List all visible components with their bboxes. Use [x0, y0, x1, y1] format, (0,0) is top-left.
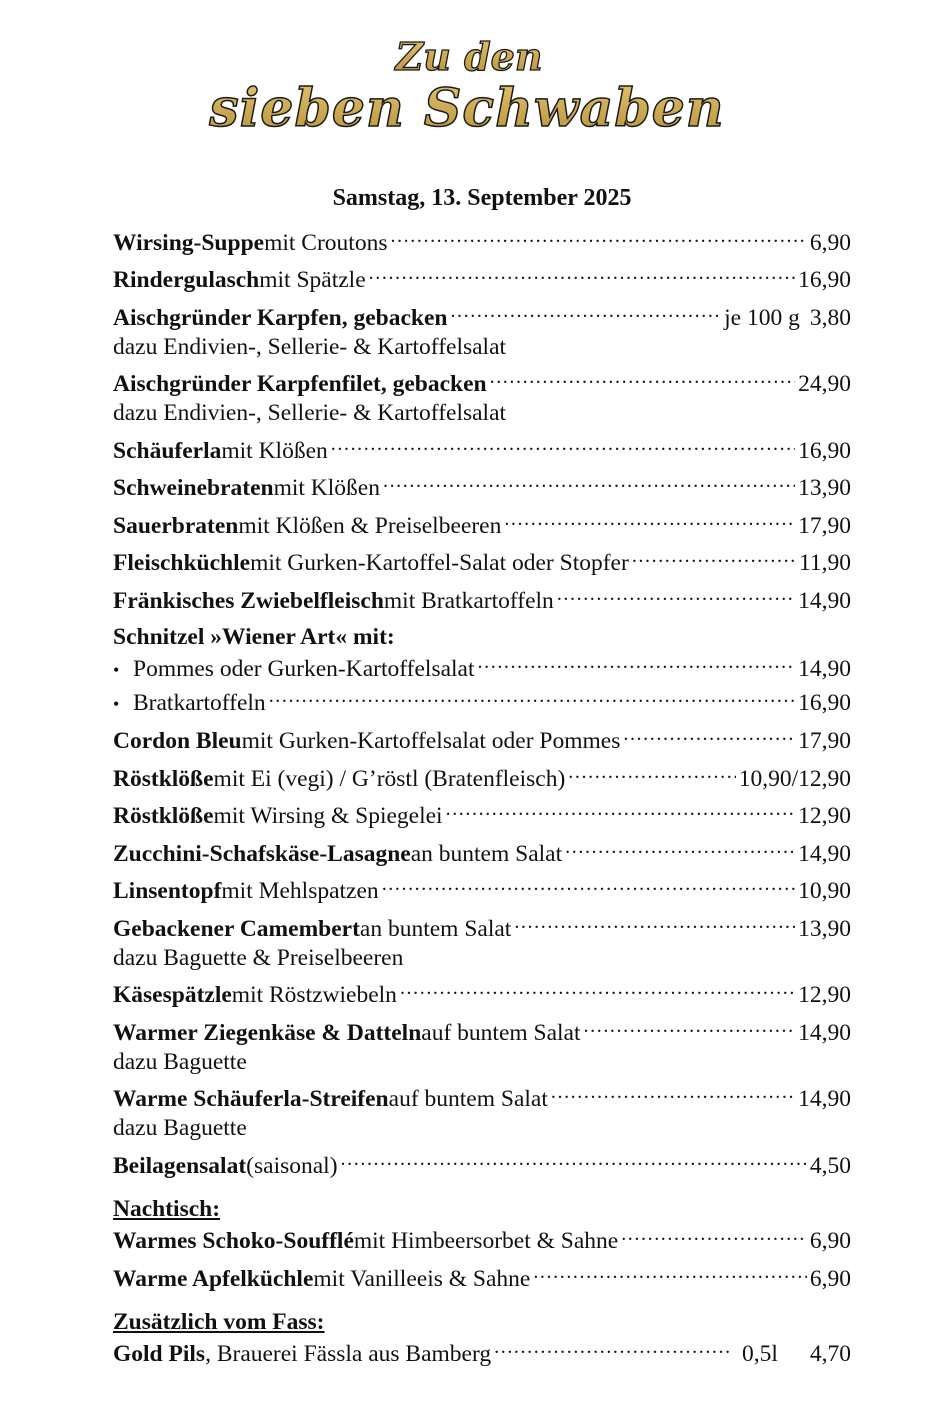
- dish-price: 16,90: [798, 267, 851, 293]
- dish-price: 6,90: [809, 1228, 851, 1254]
- menu-item: [113, 1083, 851, 1145]
- dish-name: Gebackener Camembert: [113, 915, 360, 942]
- menu-item-row: [113, 762, 851, 795]
- dish-description: mit Croutons: [264, 229, 388, 256]
- menu-item-row: [113, 1225, 851, 1258]
- draft-row: [113, 1338, 851, 1371]
- main-dishes: [113, 226, 851, 617]
- dish-name: Aischgründer Karpfenfilet, gebacken: [113, 371, 487, 397]
- dish-name: Wirsing-Suppe: [113, 229, 265, 256]
- dish-price: 3,80: [809, 304, 851, 331]
- dish-description: mit Klößen: [221, 437, 328, 464]
- dish-description: mit Spätzle: [259, 267, 366, 293]
- menu-item: [113, 1225, 851, 1258]
- dish-name: Schweinebraten: [113, 475, 274, 501]
- dish-price: 14,90: [798, 1019, 851, 1046]
- menu-item-row: [113, 1083, 851, 1116]
- menu-item-row: [113, 800, 851, 833]
- dish-price: 24,90: [798, 371, 851, 397]
- dish-description: mit Klößen: [273, 475, 380, 501]
- menu-item-row: [113, 368, 851, 401]
- menu-item: [113, 762, 851, 795]
- dish-description: (saisonal): [246, 1152, 338, 1179]
- menu-item: [113, 800, 851, 833]
- dish-unit: je 100 g: [724, 304, 800, 331]
- menu-item-row: [113, 837, 851, 870]
- dot-leader: [568, 762, 735, 786]
- dish-name: Röstklöße: [113, 803, 214, 829]
- menu-item-row: [113, 912, 851, 945]
- dish-price: 10,90: [798, 878, 851, 904]
- dessert-title: Nachtisch:: [113, 1195, 221, 1222]
- dish-name: Sauerbraten: [113, 512, 239, 539]
- dot-leader: [557, 584, 795, 608]
- schnitzel-option: [113, 686, 851, 720]
- dish-name: Fränkisches Zwiebelfleisch: [113, 587, 384, 614]
- menu-item: [113, 875, 851, 908]
- menu-item-row: [113, 1149, 851, 1182]
- dish-name: Röstklöße: [113, 765, 214, 792]
- dot-leader: [369, 264, 795, 288]
- option-text: Bratkartoffeln: [133, 689, 266, 716]
- dish-name: Schäuferla: [113, 437, 222, 464]
- dish-price: 6,90: [809, 1265, 851, 1292]
- dot-leader: [584, 1016, 796, 1040]
- menu-list: [113, 226, 851, 1375]
- dish-name: Warmer Ziegenkäse & Datteln: [113, 1019, 422, 1046]
- schnitzel-options: [113, 653, 851, 720]
- menu-item: [113, 1016, 851, 1078]
- logo-line1: Zu den: [395, 34, 543, 79]
- menu-item: [113, 434, 851, 467]
- dish-description: mit Mehlspatzen: [221, 878, 379, 904]
- dish-name: Cordon Bleu: [113, 728, 242, 754]
- bullet-icon: •: [113, 693, 120, 714]
- dot-leader: [400, 979, 795, 1003]
- menu-item: [113, 584, 851, 617]
- option-text: Pommes oder Gurken-Kartoffelsalat: [133, 656, 475, 682]
- dot-leader: [565, 837, 795, 861]
- dish-price: 17,90: [798, 512, 851, 539]
- dot-leader: [390, 226, 806, 250]
- dish-price: 12,90: [798, 982, 851, 1008]
- menu-item-row: [113, 226, 851, 259]
- dot-leader: [331, 434, 795, 458]
- dot-leader: [382, 875, 795, 899]
- dish-name: Linsentopf: [113, 878, 222, 904]
- more-dishes: [113, 725, 851, 1182]
- dot-leader: [621, 1225, 807, 1249]
- dish-description: mit Bratkartoffeln: [383, 587, 554, 614]
- dish-description: auf buntem Salat: [388, 1086, 548, 1112]
- dot-leader: [632, 547, 796, 571]
- menu-item: [113, 226, 851, 259]
- dot-leader: [446, 800, 796, 824]
- logo-line2: sieben Schwaben: [209, 78, 725, 139]
- dish-side-note: dazu Endivien-, Sellerie- & Kartoffelsalat: [113, 400, 507, 426]
- menu-item-row: [113, 875, 851, 908]
- dish-side-note: dazu Baguette: [113, 1115, 247, 1141]
- dish-name: Beilagensalat: [113, 1152, 247, 1179]
- menu-item: [113, 264, 851, 297]
- dish-description: mit Wirsing & Spiegelei: [213, 803, 443, 829]
- dish-description: an buntem Salat: [359, 915, 512, 942]
- draft-unit: 0,5l: [741, 1341, 778, 1367]
- dish-description: an buntem Salat: [410, 840, 563, 867]
- dish-price: 14,90: [798, 587, 851, 614]
- dish-price: 13,90: [798, 475, 851, 501]
- dish-name: Käsespätzle: [113, 982, 232, 1008]
- dish-name: Rindergulasch: [113, 267, 260, 293]
- menu-item-row: [113, 301, 851, 334]
- menu-item: [113, 979, 851, 1012]
- menu-item-row: [113, 1016, 851, 1049]
- dish-price: 16,90: [798, 437, 851, 464]
- menu-item-row: [113, 509, 851, 542]
- menu-item-row: [113, 472, 851, 505]
- dot-leader: [623, 725, 795, 749]
- draft-title: Zusätzlich vom Fass:: [113, 1308, 325, 1335]
- menu-item: [113, 725, 851, 758]
- dot-leader: [533, 1262, 807, 1286]
- dish-description: mit Gurken-Kartoffel-Salat oder Stopfer: [250, 550, 629, 576]
- dish-description: mit Gurken-Kartoffelsalat oder Pommes: [241, 728, 621, 754]
- dish-side-note: dazu Baguette: [113, 1048, 247, 1075]
- menu-item-row: [113, 434, 851, 467]
- menu-item: [113, 547, 851, 580]
- dish-description: mit Himbeersorbet & Sahne: [353, 1228, 619, 1254]
- dish-description: mit Vanilleeis & Sahne: [313, 1265, 531, 1292]
- menu-date: Samstag, 13. September 2025: [332, 185, 632, 211]
- dish-price: 17,90: [798, 728, 851, 754]
- dot-leader: [383, 472, 795, 496]
- draft-item: [113, 1338, 851, 1371]
- menu-item: [113, 837, 851, 870]
- dish-price: 10,90/12,90: [738, 765, 851, 792]
- dish-price: 13,90: [798, 915, 851, 942]
- dish-description: mit Röstzwiebeln: [231, 982, 397, 1008]
- dish-side-note: dazu Baguette & Preiselbeeren: [113, 944, 404, 971]
- dish-price: 11,90: [798, 550, 851, 576]
- schnitzel-heading: Schnitzel »Wiener Art« mit:: [113, 623, 395, 650]
- dish-description: mit Ei (vegi) / G’röstl (Bratenfleisch): [213, 765, 566, 792]
- dish-price: 6,90: [809, 229, 851, 256]
- dot-leader: [341, 1149, 807, 1173]
- menu-item: [113, 368, 851, 430]
- dish-price: 14,90: [798, 840, 851, 867]
- dot-leader: [494, 1338, 731, 1362]
- logo-wordmark: [207, 30, 727, 140]
- dish-price: 4,50: [809, 1152, 851, 1179]
- menu-item-row: [113, 725, 851, 758]
- menu-item: [113, 1262, 851, 1295]
- dish-name: Warme Apfelküchle: [113, 1265, 314, 1292]
- dish-name: Zucchini-Schafskäse-Lasagne: [113, 840, 411, 867]
- draft-desc: , Brauerei Fässla aus Bamberg: [205, 1341, 492, 1367]
- dot-leader: [269, 686, 795, 710]
- restaurant-logo: [0, 30, 934, 140]
- dot-leader: [478, 653, 796, 677]
- dish-name: Aischgründer Karpfen, gebacken: [113, 304, 448, 331]
- menu-item-row: [113, 584, 851, 617]
- menu-item: [113, 912, 851, 974]
- dish-name: Warme Schäuferla-Streifen: [113, 1086, 389, 1112]
- menu-item: [113, 1149, 851, 1182]
- dish-name: Warmes Schoko-Soufflé: [113, 1228, 354, 1254]
- dish-side-note: dazu Endivien-, Sellerie- & Kartoffelsalat: [113, 333, 507, 360]
- draft-name: Gold Pils: [113, 1341, 206, 1367]
- dot-leader: [514, 912, 795, 936]
- menu-item: [113, 472, 851, 505]
- menu-item: [113, 509, 851, 542]
- dish-price: 14,90: [798, 1086, 851, 1112]
- draft-price: 4,70: [809, 1341, 851, 1367]
- dot-leader: [450, 301, 721, 325]
- menu-item-row: [113, 1262, 851, 1295]
- schnitzel-group: [113, 622, 851, 720]
- dish-description: mit Klößen & Preiselbeeren: [238, 512, 502, 539]
- dish-name: Fleischküchle: [113, 550, 251, 576]
- menu-item-row: [113, 979, 851, 1012]
- dish-price: 12,90: [798, 803, 851, 829]
- menu-item: [113, 301, 851, 363]
- schnitzel-option: [113, 653, 851, 687]
- dish-description: auf buntem Salat: [421, 1019, 581, 1046]
- menu-item-row: [113, 547, 851, 580]
- bullet-icon: •: [113, 660, 120, 680]
- dot-leader: [551, 1083, 795, 1107]
- menu-item-row: [113, 264, 851, 297]
- dot-leader: [490, 368, 796, 392]
- option-price: 16,90: [798, 689, 851, 716]
- dot-leader: [504, 509, 795, 533]
- dessert-list: [113, 1225, 851, 1295]
- option-price: 14,90: [798, 656, 851, 682]
